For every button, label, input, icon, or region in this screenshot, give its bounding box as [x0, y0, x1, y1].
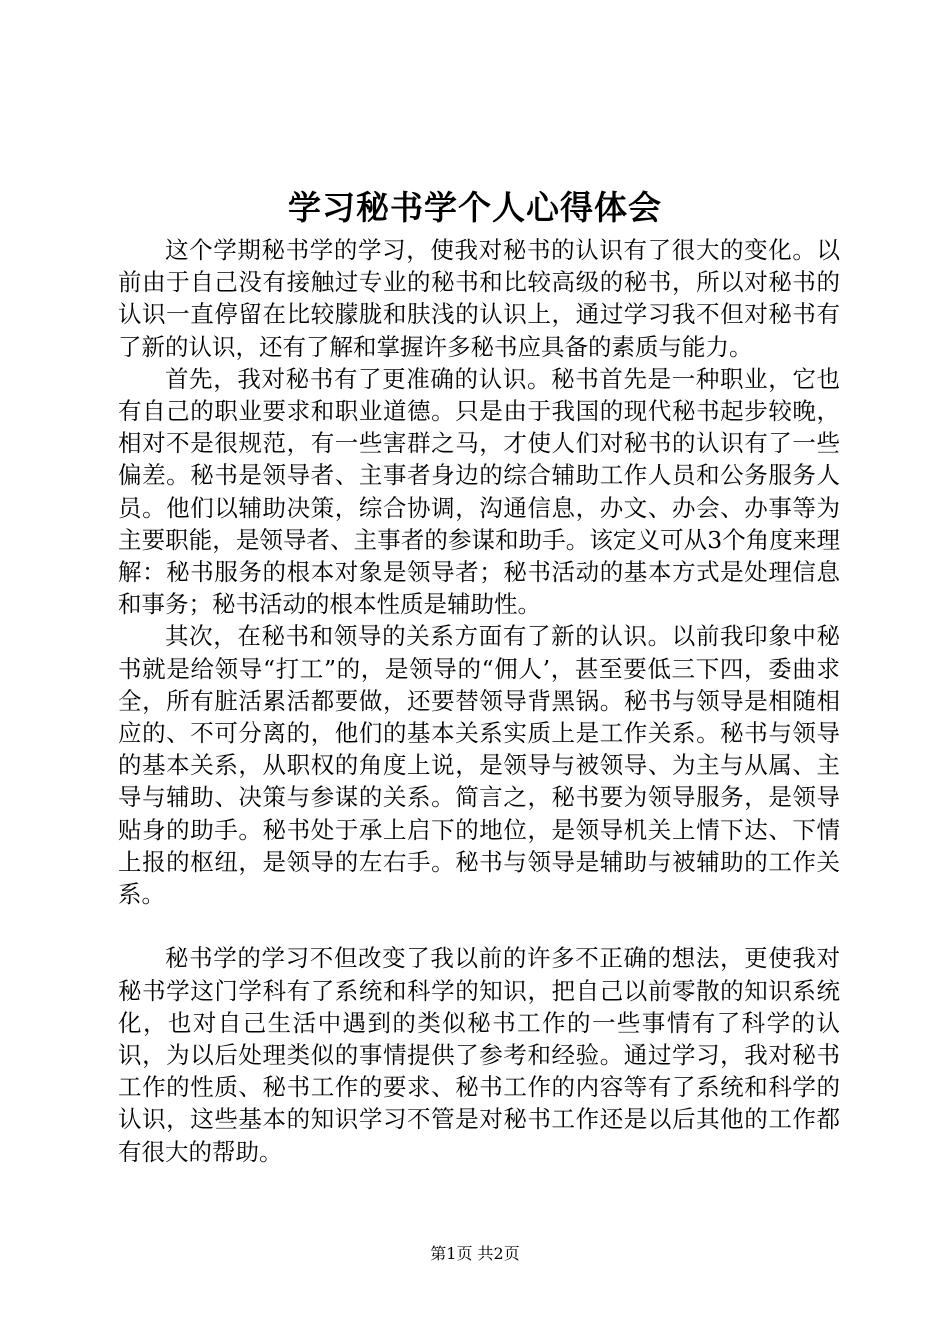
document-body — [118, 234, 840, 1168]
paragraph-first-point: 首先，我对秘书有了更准确的认识。秘书首先是一种职业，它也有自己的职业要求和职业道德。只是由于我国的现代秘书起步较晚，相对不是很规范，有一些害群之马，才使人们对秘书的认识有了一些偏差。秘书是领导者、主事者身边的综合辅助工作人员和公务服务人员。他们以辅助决策，综合协调，沟通信息，办文、办会、办事等为主要职能，是领导者、主事者的参谋和助手。该定义可从3个角度来理解：秘书服务的根本对象是领导者；秘书活动的基本方式是处理信息和事务；秘书活动的根本性质是辅助性。 — [118, 364, 840, 619]
paragraph-second-point: 其次，在秘书和领导的关系方面有了新的认识。以前我印象中秘书就是给领导“打工”的，是领导的“佣人’，甚至要低三下四，委曲求全，所有脏活累活都要做，还要替领导背黑锅。秘书与领导是相随相应的、不可分离的，他们的基本关系实质上是工作关系。秘书与领导的基本关系，从职权的角度上说，是领导与被领导、为主与从属、主导与辅助、决策与参谋的关系。简言之，秘书要为领导服务，是领导贴身的助手。秘书处于承上启下的地位，是领导机关上情下达、下情上报的枢纽，是领导的左右手。秘书与领导是辅助与被辅助的工作关系。 — [118, 622, 840, 909]
paragraph-spacer — [118, 910, 840, 942]
document-title: 学习秘书学个人心得体会 — [288, 188, 662, 227]
paragraph-conclusion: 秘书学的学习不但改变了我以前的许多不正确的想法，更使我对秘书学这门学科有了系统和科学的知识，把自己以前零散的知识系统化，也对自己生活中遇到的类似秘书工作的一些事情有了科学的认识，为以后处理类似的事情提供了参考和经验。通过学习，我对秘书工作的性质、秘书工作的要求、秘书工作的内容等有了系统和科学的认识，这些基本的知识学习不管是对秘书工作还是以后其他的工作都有很大的帮助。 — [118, 944, 840, 1166]
page-footer: 第1页 共2页 — [430, 1244, 520, 1263]
paragraph-intro: 这个学期秘书学的学习，使我对秘书的认识有了很大的变化。以前由于自己没有接触过专业的秘书和比较高级的秘书，所以对秘书的认识一直停留在比较朦胧和肤浅的认识上，通过学习我不但对秘书有了新的认识，还有了解和掌握许多秘书应具备的素质与能力。 — [118, 236, 840, 361]
